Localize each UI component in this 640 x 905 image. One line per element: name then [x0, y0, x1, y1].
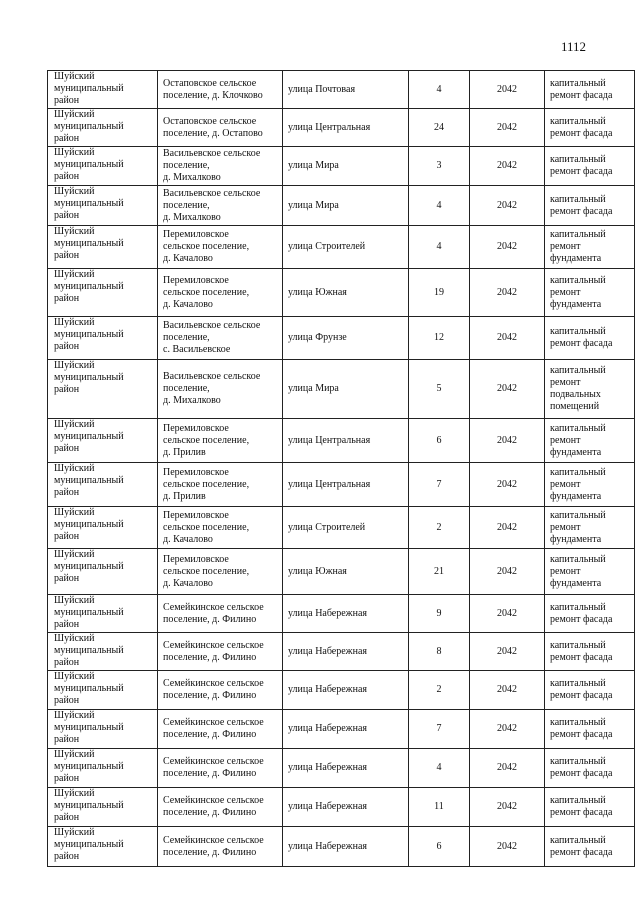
district-cell — [48, 186, 158, 226]
district-cell-line: район — [54, 573, 80, 584]
district-cell — [48, 595, 158, 633]
work-type-cell-line: фундамента — [550, 446, 602, 458]
work-type-cell-line: фундамента — [550, 533, 602, 545]
district-cell-line: район — [54, 734, 80, 745]
house-number-cell: 11 — [409, 788, 470, 827]
district-cell-line: Шуйский — [54, 710, 95, 721]
street-cell: улица Центральная — [283, 109, 409, 147]
district-cell-line: район — [54, 133, 80, 144]
settlement-cell-line: Семейкинское сельское — [163, 756, 264, 767]
street-cell: улица Строителей — [283, 507, 409, 549]
work-type-cell-line: капитальный — [550, 756, 606, 767]
house-number-cell: 4 — [409, 749, 470, 788]
street-cell: улица Набережная — [283, 671, 409, 710]
table-row — [48, 71, 635, 109]
settlement-cell — [158, 710, 283, 749]
settlement-cell — [158, 595, 283, 633]
work-type-cell-line: ремонт фасада — [550, 846, 613, 858]
house-number-cell: 9 — [409, 595, 470, 633]
house-number-cell: 4 — [409, 186, 470, 226]
settlement-cell-line: Васильевское сельское — [163, 187, 261, 199]
work-type-cell — [545, 147, 635, 186]
district-cell-line: Шуйский — [54, 317, 95, 328]
work-type-cell-line: ремонт — [550, 565, 581, 577]
settlement-cell — [158, 186, 283, 226]
settlement-cell-line: сельское поселение, — [163, 241, 250, 252]
settlement-cell — [158, 317, 283, 360]
district-cell-line: муниципальный — [54, 839, 124, 850]
settlement-cell-line: поселение, д. Филино — [163, 846, 257, 858]
table-row — [48, 269, 635, 317]
house-number-cell: 19 — [409, 269, 470, 317]
settlement-cell-line: с. Васильевское — [163, 344, 231, 355]
settlement-cell-line: д. Михалково — [163, 211, 221, 223]
settlement-cell — [158, 109, 283, 147]
work-type-cell-line: капитальный — [550, 678, 606, 689]
district-cell — [48, 463, 158, 507]
settlement-cell-line: Перемиловское — [163, 466, 229, 478]
street-cell: улица Южная — [283, 549, 409, 595]
work-type-cell-line: капитальный — [550, 422, 606, 434]
settlement-cell — [158, 507, 283, 549]
table-row — [48, 317, 635, 360]
work-type-cell — [545, 633, 635, 671]
settlement-cell-line: д. Качалово — [163, 298, 213, 310]
work-type-cell — [545, 109, 635, 147]
district-cell — [48, 710, 158, 749]
street-cell: улица Набережная — [283, 827, 409, 867]
table-body — [48, 71, 635, 867]
table-row — [48, 788, 635, 827]
year-cell: 2042 — [470, 749, 545, 788]
district-cell-line: Шуйский — [54, 595, 95, 606]
settlement-cell-line: Васильевское сельское — [163, 371, 261, 382]
district-cell — [48, 147, 158, 186]
settlement-cell-line: д. Прилив — [163, 490, 206, 502]
house-number-cell: 2 — [409, 671, 470, 710]
settlement-cell-line: Семейкинское сельское — [163, 795, 264, 806]
work-type-cell-line: капитальный — [550, 466, 606, 478]
district-cell-line: район — [54, 812, 80, 823]
district-cell-line: муниципальный — [54, 519, 124, 530]
district-cell-line: район — [54, 695, 80, 706]
house-number-cell: 4 — [409, 226, 470, 269]
house-number-cell: 6 — [409, 827, 470, 867]
work-type-cell-line: капитальный — [550, 601, 606, 613]
house-number-cell: 21 — [409, 549, 470, 595]
work-type-cell-line: ремонт фасада — [550, 729, 613, 740]
district-cell-line: муниципальный — [54, 431, 124, 442]
district-cell-line: район — [54, 773, 80, 784]
settlement-cell-line: д. Михалково — [163, 172, 221, 183]
page-number: 1112 — [561, 39, 587, 54]
district-cell-line: район — [54, 250, 80, 261]
settlement-cell-line: поселение, д. Филино — [163, 807, 257, 818]
work-type-cell-line: ремонт — [550, 434, 581, 446]
work-type-cell — [545, 749, 635, 788]
settlement-cell-line: Остаповское сельское — [163, 115, 257, 127]
district-cell — [48, 507, 158, 549]
settlement-cell — [158, 419, 283, 463]
district-cell-line: Шуйский — [54, 463, 95, 474]
settlement-cell-line: Семейкинское сельское — [163, 639, 264, 651]
street-cell: улица Центральная — [283, 463, 409, 507]
work-type-cell-line: ремонт фасада — [550, 205, 613, 217]
work-type-cell-line: помещений — [550, 401, 600, 412]
work-type-cell-line: фундамента — [550, 298, 602, 310]
district-cell-line: Шуйский — [54, 827, 95, 838]
settlement-cell — [158, 226, 283, 269]
work-type-cell — [545, 788, 635, 827]
year-cell: 2042 — [470, 419, 545, 463]
district-cell-line: муниципальный — [54, 372, 124, 383]
work-type-cell-line: ремонт фасада — [550, 338, 613, 349]
work-type-cell-line: ремонт — [550, 377, 581, 388]
settlement-cell-line: Остаповское сельское — [163, 77, 257, 89]
settlement-cell-line: поселение, д. Филино — [163, 768, 257, 779]
work-type-cell-line: ремонт — [550, 241, 581, 252]
district-cell — [48, 671, 158, 710]
house-number-cell: 12 — [409, 317, 470, 360]
settlement-cell-line: Перемиловское — [163, 509, 229, 521]
settlement-cell-line: Семейкинское сельское — [163, 834, 264, 846]
district-cell-line: Шуйский — [54, 633, 95, 644]
table-row — [48, 749, 635, 788]
district-cell-line: Шуйский — [54, 71, 95, 82]
district-cell-line: муниципальный — [54, 607, 124, 618]
work-type-cell — [545, 595, 635, 633]
settlement-cell-line: д. Качалово — [163, 253, 213, 264]
house-number-cell: 3 — [409, 147, 470, 186]
district-cell-line: Шуйский — [54, 226, 95, 237]
house-number-cell: 8 — [409, 633, 470, 671]
work-type-cell-line: капитальный — [550, 553, 606, 565]
table-row — [48, 827, 635, 867]
table-row — [48, 419, 635, 463]
year-cell: 2042 — [470, 507, 545, 549]
settlement-cell-line: Васильевское сельское — [163, 148, 261, 159]
settlement-cell-line: Семейкинское сельское — [163, 717, 264, 728]
settlement-cell — [158, 749, 283, 788]
settlement-cell-line: Перемиловское — [163, 229, 229, 240]
settlement-cell — [158, 827, 283, 867]
table-row — [48, 463, 635, 507]
work-type-cell-line: подвальных — [550, 389, 601, 400]
settlement-cell-line: поселение, д. Филино — [163, 690, 257, 701]
settlement-cell-line: поселение, д. Остапово — [163, 127, 263, 139]
street-cell: улица Набережная — [283, 710, 409, 749]
work-type-cell — [545, 463, 635, 507]
district-cell-line: Шуйский — [54, 360, 95, 371]
district-cell-line: район — [54, 95, 80, 106]
table-row — [48, 186, 635, 226]
settlement-cell — [158, 360, 283, 419]
district-cell-line: район — [54, 443, 80, 454]
street-cell: улица Почтовая — [283, 71, 409, 109]
district-cell-line: Шуйский — [54, 269, 95, 280]
work-type-cell-line: ремонт фасада — [550, 651, 613, 663]
table-row — [48, 710, 635, 749]
street-cell: улица Строителей — [283, 226, 409, 269]
settlement-cell-line: поселение, — [163, 199, 210, 211]
district-cell-line: район — [54, 293, 80, 304]
table-row — [48, 549, 635, 595]
district-cell-line: муниципальный — [54, 475, 124, 486]
table-row — [48, 507, 635, 549]
street-cell: улица Мира — [283, 147, 409, 186]
district-cell-line: район — [54, 341, 80, 352]
district-cell-line: муниципальный — [54, 722, 124, 733]
district-cell-line: муниципальный — [54, 83, 124, 94]
district-cell-line: Шуйский — [54, 109, 95, 120]
district-cell — [48, 317, 158, 360]
table-row — [48, 226, 635, 269]
settlement-cell — [158, 788, 283, 827]
district-cell-line: муниципальный — [54, 761, 124, 772]
street-cell: улица Набережная — [283, 595, 409, 633]
district-cell-line: муниципальный — [54, 238, 124, 249]
district-cell — [48, 788, 158, 827]
house-number-cell: 2 — [409, 507, 470, 549]
table-row — [48, 671, 635, 710]
settlement-cell-line: поселение, — [163, 383, 210, 394]
settlement-cell-line: Васильевское сельское — [163, 320, 261, 331]
work-type-cell — [545, 710, 635, 749]
district-cell-line: Шуйский — [54, 186, 95, 197]
district-cell-line: район — [54, 210, 80, 221]
district-cell-line: район — [54, 657, 80, 668]
work-type-cell-line: капитальный — [550, 795, 606, 806]
year-cell: 2042 — [470, 549, 545, 595]
work-type-cell-line: ремонт — [550, 478, 581, 490]
repair-schedule-table — [47, 70, 635, 867]
district-cell — [48, 269, 158, 317]
street-cell: улица Набережная — [283, 633, 409, 671]
district-cell — [48, 71, 158, 109]
work-type-cell — [545, 671, 635, 710]
work-type-cell — [545, 507, 635, 549]
work-type-cell-line: капитальный — [550, 834, 606, 846]
year-cell: 2042 — [470, 71, 545, 109]
work-type-cell-line: ремонт фасада — [550, 690, 613, 701]
house-number-cell: 5 — [409, 360, 470, 419]
work-type-cell-line: ремонт фасада — [550, 127, 613, 139]
work-type-cell — [545, 549, 635, 595]
street-cell: улица Фрунзе — [283, 317, 409, 360]
district-cell-line: муниципальный — [54, 198, 124, 209]
district-cell — [48, 360, 158, 419]
work-type-cell-line: фундамента — [550, 253, 602, 264]
work-type-cell-line: капитальный — [550, 193, 606, 205]
district-cell-line: Шуйский — [54, 419, 95, 430]
district-cell-line: муниципальный — [54, 329, 124, 340]
work-type-cell-line: ремонт — [550, 286, 581, 298]
year-cell: 2042 — [470, 633, 545, 671]
year-cell: 2042 — [470, 226, 545, 269]
settlement-cell-line: поселение, — [163, 160, 210, 171]
district-cell-line: район — [54, 531, 80, 542]
house-number-cell: 7 — [409, 463, 470, 507]
district-cell-line: район — [54, 384, 80, 395]
settlement-cell-line: поселение, — [163, 332, 210, 343]
settlement-cell-line: д. Прилив — [163, 446, 206, 458]
settlement-cell-line: сельское поселение, — [163, 478, 250, 490]
district-cell-line: район — [54, 619, 80, 630]
district-cell-line: Шуйский — [54, 749, 95, 760]
settlement-cell-line: Семейкинское сельское — [163, 601, 264, 613]
work-type-cell-line: капитальный — [550, 274, 606, 286]
settlement-cell-line: поселение, д. Филино — [163, 729, 257, 740]
settlement-cell-line: поселение, д. Филино — [163, 613, 257, 625]
district-cell — [48, 109, 158, 147]
work-type-cell — [545, 186, 635, 226]
work-type-cell-line: ремонт фасада — [550, 613, 613, 625]
district-cell — [48, 633, 158, 671]
work-type-cell-line: ремонт фасада — [550, 166, 613, 177]
settlement-cell — [158, 633, 283, 671]
work-type-cell — [545, 419, 635, 463]
work-type-cell-line: фундамента — [550, 577, 602, 589]
table-row — [48, 109, 635, 147]
settlement-cell-line: д. Качалово — [163, 577, 213, 589]
work-type-cell — [545, 71, 635, 109]
district-cell-line: Шуйский — [54, 147, 95, 158]
year-cell: 2042 — [470, 827, 545, 867]
work-type-cell-line: капитальный — [550, 509, 606, 521]
district-cell-line: район — [54, 851, 80, 862]
work-type-cell-line: капитальный — [550, 229, 606, 240]
work-type-cell — [545, 317, 635, 360]
street-cell: улица Мира — [283, 186, 409, 226]
year-cell: 2042 — [470, 595, 545, 633]
work-type-cell-line: ремонт фасада — [550, 807, 613, 818]
year-cell: 2042 — [470, 109, 545, 147]
district-cell-line: район — [54, 171, 80, 182]
year-cell: 2042 — [470, 463, 545, 507]
work-type-cell-line: капитальный — [550, 77, 606, 89]
settlement-cell — [158, 549, 283, 595]
street-cell: улица Мира — [283, 360, 409, 419]
district-cell — [48, 549, 158, 595]
district-cell — [48, 419, 158, 463]
settlement-cell — [158, 147, 283, 186]
settlement-cell-line: Перемиловское — [163, 553, 229, 565]
settlement-cell-line: поселение, д. Филино — [163, 651, 257, 663]
year-cell: 2042 — [470, 788, 545, 827]
work-type-cell-line: капитальный — [550, 115, 606, 127]
work-type-cell-line: ремонт — [550, 521, 581, 533]
work-type-cell-line: капитальный — [550, 365, 606, 376]
settlement-cell-line: сельское поселение, — [163, 286, 250, 298]
district-cell-line: Шуйский — [54, 507, 95, 518]
work-type-cell — [545, 827, 635, 867]
settlement-cell — [158, 269, 283, 317]
settlement-cell — [158, 463, 283, 507]
district-cell — [48, 827, 158, 867]
settlement-cell-line: поселение, д. Клочково — [163, 89, 263, 101]
house-number-cell: 6 — [409, 419, 470, 463]
settlement-cell-line: Семейкинское сельское — [163, 678, 264, 689]
settlement-cell-line: д. Качалово — [163, 533, 213, 545]
year-cell: 2042 — [470, 269, 545, 317]
work-type-cell-line: капитальный — [550, 639, 606, 651]
district-cell-line: муниципальный — [54, 800, 124, 811]
year-cell: 2042 — [470, 147, 545, 186]
district-cell-line: муниципальный — [54, 159, 124, 170]
work-type-cell-line: фундамента — [550, 490, 602, 502]
work-type-cell — [545, 360, 635, 419]
settlement-cell-line: сельское поселение, — [163, 521, 250, 533]
district-cell-line: муниципальный — [54, 281, 124, 292]
settlement-cell-line: Перемиловское — [163, 274, 229, 286]
house-number-cell: 7 — [409, 710, 470, 749]
district-cell-line: муниципальный — [54, 645, 124, 656]
work-type-cell-line: ремонт фасада — [550, 768, 613, 779]
table-row — [48, 633, 635, 671]
year-cell: 2042 — [470, 317, 545, 360]
year-cell: 2042 — [470, 186, 545, 226]
district-cell — [48, 226, 158, 269]
settlement-cell — [158, 671, 283, 710]
work-type-cell-line: капитальный — [550, 326, 606, 337]
house-number-cell: 4 — [409, 71, 470, 109]
year-cell: 2042 — [470, 710, 545, 749]
district-cell-line: Шуйский — [54, 788, 95, 799]
work-type-cell — [545, 226, 635, 269]
district-cell-line: муниципальный — [54, 683, 124, 694]
table-row — [48, 360, 635, 419]
street-cell: улица Набережная — [283, 788, 409, 827]
street-cell: улица Южная — [283, 269, 409, 317]
work-type-cell-line: ремонт фасада — [550, 89, 613, 101]
district-cell-line: Шуйский — [54, 549, 95, 560]
district-cell — [48, 749, 158, 788]
table-row — [48, 595, 635, 633]
street-cell: улица Набережная — [283, 749, 409, 788]
settlement-cell-line: д. Михалково — [163, 395, 221, 406]
settlement-cell-line: Перемиловское — [163, 422, 229, 434]
street-cell: улица Центральная — [283, 419, 409, 463]
settlement-cell — [158, 71, 283, 109]
district-cell-line: муниципальный — [54, 121, 124, 132]
work-type-cell-line: капитальный — [550, 717, 606, 728]
house-number-cell: 24 — [409, 109, 470, 147]
settlement-cell-line: сельское поселение, — [163, 434, 250, 446]
year-cell: 2042 — [470, 360, 545, 419]
work-type-cell — [545, 269, 635, 317]
district-cell-line: район — [54, 487, 80, 498]
settlement-cell-line: сельское поселение, — [163, 565, 250, 577]
district-cell-line: Шуйский — [54, 671, 95, 682]
work-type-cell-line: капитальный — [550, 154, 606, 165]
table-row — [48, 147, 635, 186]
year-cell: 2042 — [470, 671, 545, 710]
district-cell-line: муниципальный — [54, 561, 124, 572]
